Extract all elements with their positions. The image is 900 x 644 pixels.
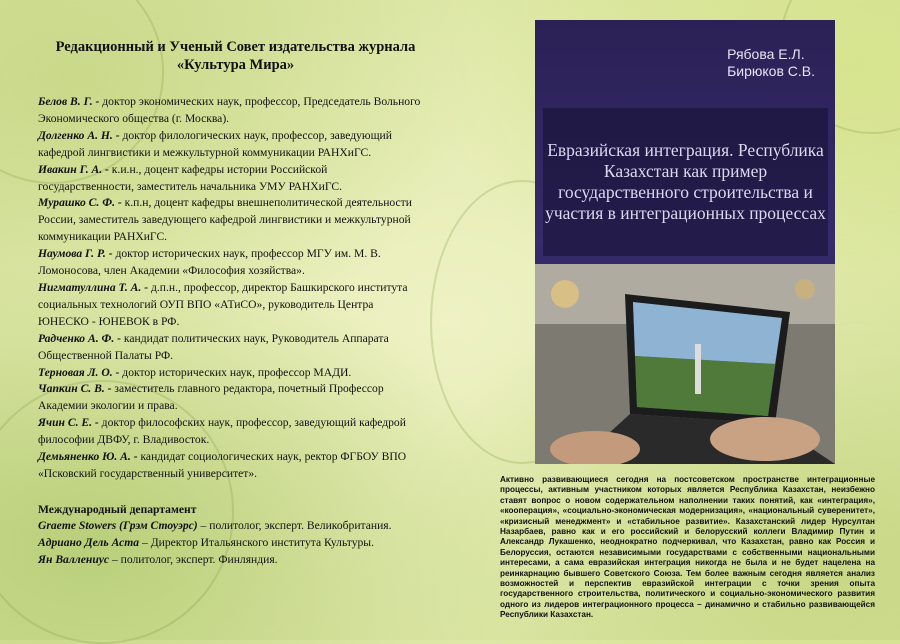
book-authors: [727, 46, 815, 80]
member-name: Ивакин Г. А. -: [38, 162, 109, 176]
member-description: доктор экономических наук, профессор, Председатель Вольного Экономического общества (г. Москва).: [38, 95, 421, 125]
board-member: [38, 94, 423, 128]
cover-title-box: [543, 108, 828, 256]
member-description: кандидат политических наук, Руководитель Аппарата Общественной Палаты РФ.: [38, 331, 389, 362]
board-title: Редакционный и Ученый Совет издательства журнала «Культура Мира»: [55, 39, 416, 73]
member-name: Graeme Stowers (Грэм Стоуэрс): [38, 518, 198, 532]
book-summary: Активно развивающиеся сегодня на постсоветском пространстве интеграционные процессы, активным участником которых является Республика Казахстан, неизбежно ставят вопрос о новом содержательном наполнении таких понятий, как «интеграция», «кооперация», «социально-экономическая модернизация», «национальный суверенитет», «кризисный менеджмент» и «стабильное развитие». Казахстанский лидер Нурсултан Назарбаев, равно как и его российский и белорусский коллеги Владимир Путин и Александр Лукашенко, неоднократно подчеркивал, что Казахстан, равно как Россия и Белоруссия, остаются независимыми государствами с собственными национальными интересами, а сама евразийская интеграция никогда не была и не будет нацелена на реинкарнацию бывшего Советского Союза. Тем более важным сегодня является анализ возможностей и перспектив евразийской интеграции с точки зрения опыта государственного строительства, политического и социально-экономического развития одного из лидеров интеграционного процесса – динамично и стабильно развивающейся Республики Казахстан.: [500, 475, 875, 620]
member-description: к.и.н., доцент кафедры истории Российской государственности, заместитель начальника УМУ РАНХиГС.: [38, 162, 343, 193]
board-member: [38, 246, 423, 280]
member-description: к.п.н, доцент кафедры внешнеполитической деятельности России, заместитель заведующего кафедрой лингвистики и межкультурной коммуникации РАНХиГС.: [38, 196, 412, 244]
member-description: заместитель главного редактора, почетный Профессор Академии экологии и права.: [38, 382, 384, 413]
member-description: – политолог, эксперт. Великобритания.: [197, 518, 392, 532]
member-name: Терновая Л. О. -: [38, 365, 120, 379]
laptop-photo-illustration: [535, 264, 835, 464]
board-member: [38, 280, 423, 331]
member-name: Наумова Г. Р. -: [38, 247, 113, 261]
member-description: доктор исторических наук, профессор МАДИ.: [119, 365, 352, 379]
international-members-list: [38, 518, 423, 569]
member-name: Радченко А. Ф. -: [38, 331, 122, 345]
member-name: Адриано Дель Аста: [38, 535, 140, 549]
board-member: [38, 381, 423, 415]
board-member: [38, 331, 423, 365]
editorial-board: [38, 38, 423, 569]
author-2: Бирюков С.В.: [727, 63, 815, 79]
member-name: Нигматуллина Т. А. -: [38, 280, 149, 294]
member-description: доктор философских наук, профессор, заведующий кафедрой философии ДВФУ, г. Владивосток.: [38, 416, 406, 447]
board-member: [38, 535, 423, 552]
member-name: Долгенко А. Н. -: [38, 128, 120, 142]
member-description: – Директор Итальянского института Культуры.: [139, 535, 374, 549]
board-members-list: [38, 94, 423, 483]
book-cover: [535, 20, 835, 464]
member-name: Ян Валлениус: [38, 552, 110, 566]
department-heading: Международный департамент: [38, 502, 197, 516]
member-description: доктор филологических наук, профессор, заведующий кафедрой лингвистики и межкультурной коммуникации РАНХиГС.: [38, 128, 392, 159]
author-1: Рябова Е.Л.: [727, 46, 805, 62]
member-name: Ячин С. Е. -: [38, 416, 99, 430]
board-member: [38, 552, 423, 569]
member-description: д.п.н., профессор, директор Башкирского института социальных технологий ОУП ВПО «АТиСО», руководитель Центра ЮНЕСКО - ЮНЕВОК в РФ.: [38, 280, 408, 328]
board-member: [38, 365, 423, 382]
member-name: Белов В. Г. -: [38, 95, 100, 108]
member-name: Демьяненко Ю. А. -: [38, 450, 138, 464]
board-member: [38, 195, 423, 246]
board-member: [38, 162, 423, 196]
book-title: Евразийская интеграция. Республика Казахстан как пример государственного строительства и участия в интеграционных процессах: [545, 140, 826, 223]
member-description: кандидат социологических наук, ректор ФГБОУ ВПО «Псковский государственный университет».: [38, 450, 407, 480]
board-member: [38, 518, 423, 535]
board-member: [38, 128, 423, 162]
member-name: Чапкин С. В. -: [38, 382, 112, 396]
member-description: – политолог, эксперт. Финляндия.: [109, 552, 278, 566]
member-description: доктор исторических наук, профессор МГУ им. М. В. Ломоносова, член Академии «Философия хозяйства».: [38, 247, 381, 278]
cover-photo: [535, 264, 835, 464]
board-member: [38, 415, 423, 449]
member-name: Мурашко С. Ф. -: [38, 196, 122, 210]
board-member: [38, 449, 423, 483]
